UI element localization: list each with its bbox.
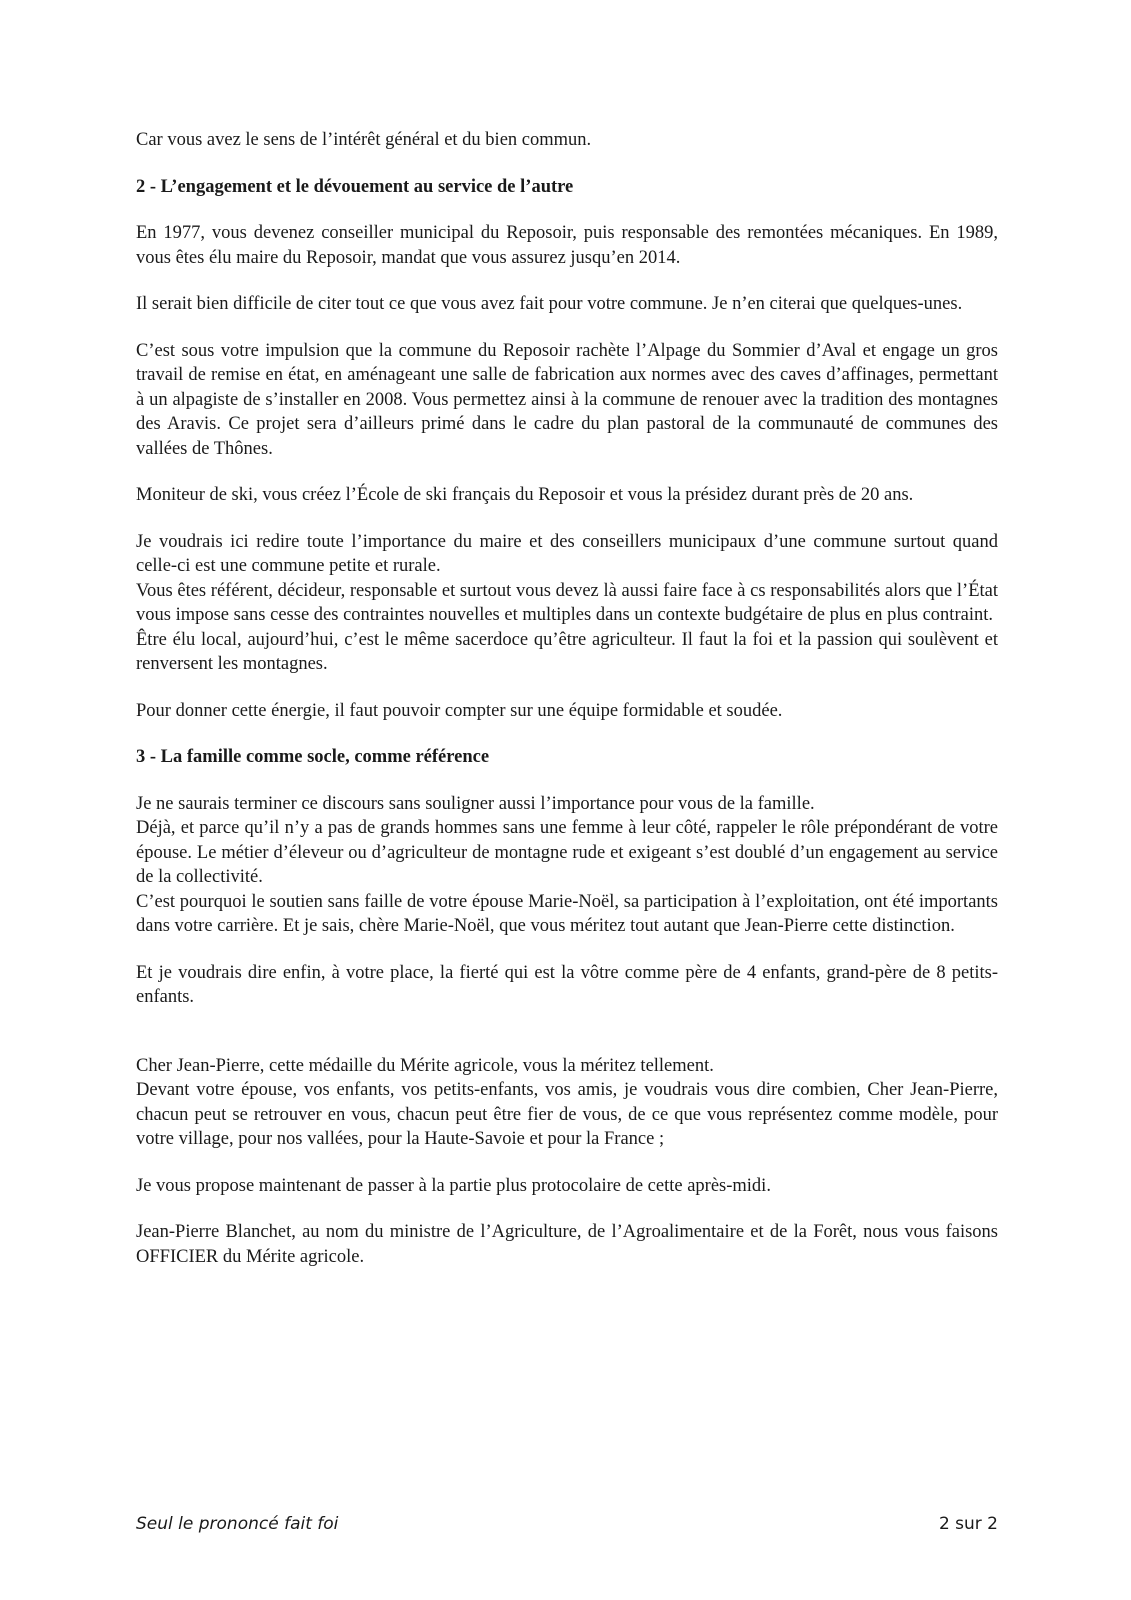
paragraph: C’est sous votre impulsion que la commune du Reposoir rachète l’Alpage du Sommier d’Aval et engage un gros travail de remise en état, en aménageant une salle de fabrication aux normes avec des caves d’affinages, permettant à un alpagiste de s’installer en 2008. Vous permettez ainsi à la commune de renouer avec la tradition des montagnes des Aravis. Ce projet sera d’ailleurs primé dans le cadre du plan pastoral de la communauté de communes des vallées de Thônes. xyxy=(136,340,998,459)
paragraph: Vous êtes référent, décideur, responsable et surtout vous devez là aussi faire face à cs responsabilités alors que l’État vous impose sans cesse des contraintes nouvelles et multiples dans un contexte budgétaire de plus en plus contraint. xyxy=(136,580,998,625)
page-footer xyxy=(136,1514,998,1534)
paragraph: Je vous propose maintenant de passer à la partie plus protocolaire de cette après-midi. xyxy=(136,1175,771,1196)
paragraph: Être élu local, aujourd’hui, c’est le même sacerdoce qu’être agriculteur. Il faut la foi et la passion qui soulèvent et renversent les montagnes. xyxy=(136,629,998,674)
footer-disclaimer: Seul le prononcé fait foi xyxy=(136,1514,339,1534)
paragraph: Je ne saurais terminer ce discours sans souligner aussi l’importance pour vous de la famille. xyxy=(136,793,815,814)
paragraph: Jean-Pierre Blanchet, au nom du ministre de l’Agriculture, de l’Agroalimentaire et de la Forêt, nous vous faisons OFFICIER du Mérite agricole. xyxy=(136,1222,998,1267)
section-heading-2: 2 - L’engagement et le dévouement au service de l’autre xyxy=(136,176,574,197)
paragraph: Je voudrais ici redire toute l’importance du maire et des conseillers municipaux d’une commune surtout quand celle-ci est une commune petite et rurale. xyxy=(136,531,998,576)
paragraph: Car vous avez le sens de l’intérêt général et du bien commun. xyxy=(136,130,592,150)
paragraph: Cher Jean-Pierre, cette médaille du Mérite agricole, vous la méritez tellement. xyxy=(136,1055,714,1076)
section-heading-3: 3 - La famille comme socle, comme référence xyxy=(136,747,490,767)
paragraph: Devant votre épouse, vos enfants, vos petits-enfants, vos amis, je voudrais vous dire combien, Cher Jean-Pierre, chacun peut se retrouver en vous, chacun peut être fier de vous, de ce que vous représentez comme modèle, pour votre village, pour nos vallées, pour la Haute-Savoie et pour la France ; xyxy=(136,1080,998,1149)
paragraph: Et je voudrais dire enfin, à votre place, la fierté qui est la vôtre comme père de 4 enfants, grand-père de 8 petits-enfants. xyxy=(136,962,998,1007)
page-number: 2 sur 2 xyxy=(938,1514,998,1534)
paragraph: C’est pourquoi le soutien sans faille de votre épouse Marie-Noël, sa participation à l’exploitation, ont été importants dans votre carrière. Et je sais, chère Marie-Noël, que vous méritez tout autant que Jean-Pierre cette distinction. xyxy=(136,891,998,936)
document-body xyxy=(136,128,998,1291)
paragraph: Pour donner cette énergie, il faut pouvoir compter sur une équipe formidable et soudée. xyxy=(136,700,783,721)
paragraph: En 1977, vous devenez conseiller municipal du Reposoir, puis responsable des remontées mécaniques. En 1989, vous êtes élu maire du Reposoir, mandat que vous assurez jusqu’en 2014. xyxy=(136,223,998,268)
paragraph: Déjà, et parce qu’il n’y a pas de grands hommes sans une femme à leur côté, rappeler le rôle prépondérant de votre épouse. Le métier d’éleveur ou d’agriculteur de montagne rude et exigeant s’est doublé d’un engagement au service de la collectivité. xyxy=(136,818,998,887)
paragraph: Moniteur de ski, vous créez l’École de ski français du Reposoir et vous la présidez durant près de 20 ans. xyxy=(136,485,914,505)
paragraph: Il serait bien difficile de citer tout ce que vous avez fait pour votre commune. Je n’en citerai que quelques-unes. xyxy=(136,294,963,314)
